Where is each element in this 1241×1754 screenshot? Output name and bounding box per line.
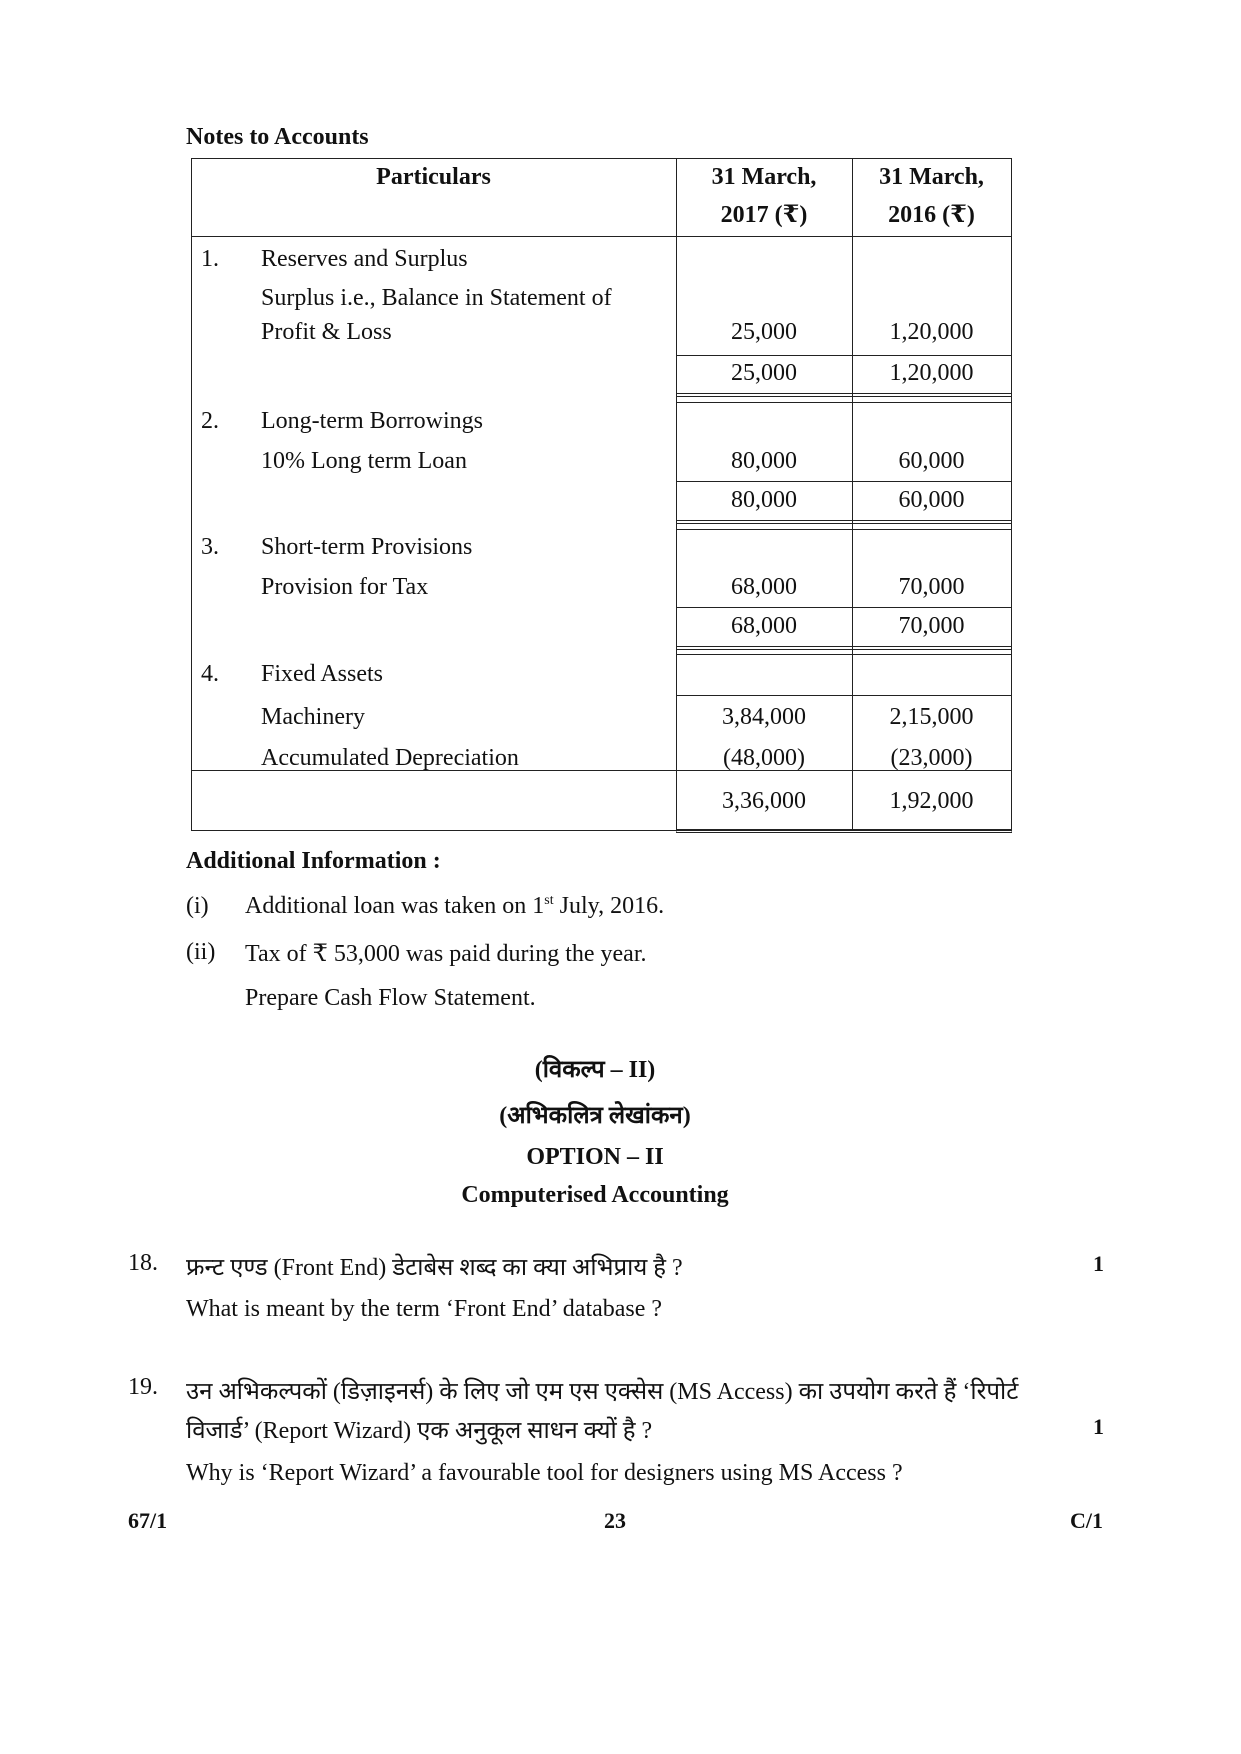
additional-item-1-text <box>245 893 664 920</box>
section-3-top-rule <box>676 529 1012 530</box>
section-3-heading: Short-term Provisions <box>261 534 473 560</box>
option-hindi-title: (अभिकलित्र लेखांकन) <box>499 1103 691 1129</box>
additional-item-1-number: (i) <box>186 893 209 919</box>
section-4-row-2-2016: (23,000) <box>890 745 973 771</box>
section-2-value-2017: 80,000 <box>731 448 797 474</box>
section-1-value-2016: 1,20,000 <box>889 319 974 345</box>
section-3-total-2017: 68,000 <box>731 613 797 639</box>
question-18-marks: 1 <box>1093 1251 1104 1276</box>
section-2-value-2016: 60,000 <box>898 448 965 474</box>
section-3-total-2016: 70,000 <box>898 613 965 639</box>
section-2-total-2016: 60,000 <box>898 487 965 513</box>
option-title: Computerised Accounting <box>461 1182 729 1208</box>
section-1-heading: Reserves and Surplus <box>261 246 468 272</box>
section-2-heading: Long-term Borrowings <box>261 408 483 434</box>
header-2017-line1: 31 March, <box>711 164 817 190</box>
option-hindi: (विकल्प – II) <box>534 1057 656 1083</box>
question-18-hindi: फ्रन्ट एण्ड (Front End) डेटाबेस शब्द का क्या अभिप्राय है ? <box>186 1255 683 1281</box>
page-number: 23 <box>604 1508 626 1533</box>
header-particulars: Particulars <box>376 164 491 190</box>
section-4-heading: Fixed Assets <box>261 661 384 687</box>
question-19-hindi-line-1: उन अभिकल्पकों (डिज़ाइनर्स) के लिए जो एम एस एक्सेस (MS Access) का उपयोग करते हैं ‘रिपोर्ट <box>186 1379 1019 1405</box>
footer-set: C/1 <box>1070 1508 1103 1533</box>
section-2-line-1: 10% Long term Loan <box>261 448 467 474</box>
header-2017-line2: 2017 (₹) <box>720 202 808 228</box>
option-heading: OPTION – II <box>526 1144 664 1170</box>
notes-title: Notes to Accounts <box>186 124 369 150</box>
section-4-row-1-label: Machinery <box>261 704 365 730</box>
question-19-hindi-line-2: विजार्ड’ (Report Wizard) एक अनुकूल साधन क्यों है ? <box>186 1418 653 1444</box>
section-4-total-2016: 1,92,000 <box>889 788 974 814</box>
additional-title: Additional Information : <box>186 848 441 874</box>
section-4-header-box <box>676 654 1012 696</box>
question-19-number: 19. <box>128 1374 158 1400</box>
header-2016-line1: 31 March, <box>879 164 984 190</box>
question-19-marks: 1 <box>1093 1414 1104 1439</box>
section-4-row-2-label: Accumulated Depreciation <box>261 745 519 771</box>
question-18-number: 18. <box>128 1250 158 1276</box>
question-18-english: What is meant by the term ‘Front End’ database ? <box>186 1296 663 1322</box>
section-4-total-2017: 3,36,000 <box>722 788 806 814</box>
additional-item-1-sup: st <box>544 893 554 908</box>
section-4-row-1-2017: 3,84,000 <box>722 704 806 730</box>
section-4-row-2-2017: (48,000) <box>723 745 805 771</box>
section-2-top-rule <box>676 402 1012 403</box>
section-3-number: 3. <box>201 534 219 560</box>
section-1-value-2017: 25,000 <box>731 319 797 345</box>
additional-item-1-text-pre: Additional loan was taken on 1 <box>245 893 545 919</box>
notes-table <box>191 158 1012 832</box>
section-1-line-1: Surplus i.e., Balance in Statement of <box>261 285 612 311</box>
section-1-line-2: Profit & Loss <box>261 319 392 345</box>
question-19-english: Why is ‘Report Wizard’ a favourable tool for designers using MS Access ? <box>186 1460 903 1486</box>
header-2016-line2: 2016 (₹) <box>888 202 975 228</box>
section-3-value-2016: 70,000 <box>898 574 965 600</box>
additional-item-2-text: Tax of ₹ 53,000 was paid during the year. <box>245 941 647 967</box>
section-3-line-1: Provision for Tax <box>261 574 429 600</box>
instruction-text: Prepare Cash Flow Statement. <box>245 985 536 1011</box>
section-1-total-2016: 1,20,000 <box>889 360 974 386</box>
section-1-number: 1. <box>201 246 219 272</box>
additional-item-2-number: (ii) <box>186 939 216 965</box>
footer-code: 67/1 <box>128 1508 168 1533</box>
additional-item-1-text-post: July, 2016. <box>553 893 665 919</box>
section-4-number: 4. <box>201 661 219 687</box>
section-1-total-2017: 25,000 <box>731 360 797 386</box>
section-4-row-1-2016: 2,15,000 <box>889 704 974 730</box>
section-3-value-2017: 68,000 <box>731 574 797 600</box>
section-2-number: 2. <box>201 408 219 434</box>
section-2-total-2017: 80,000 <box>731 487 797 513</box>
